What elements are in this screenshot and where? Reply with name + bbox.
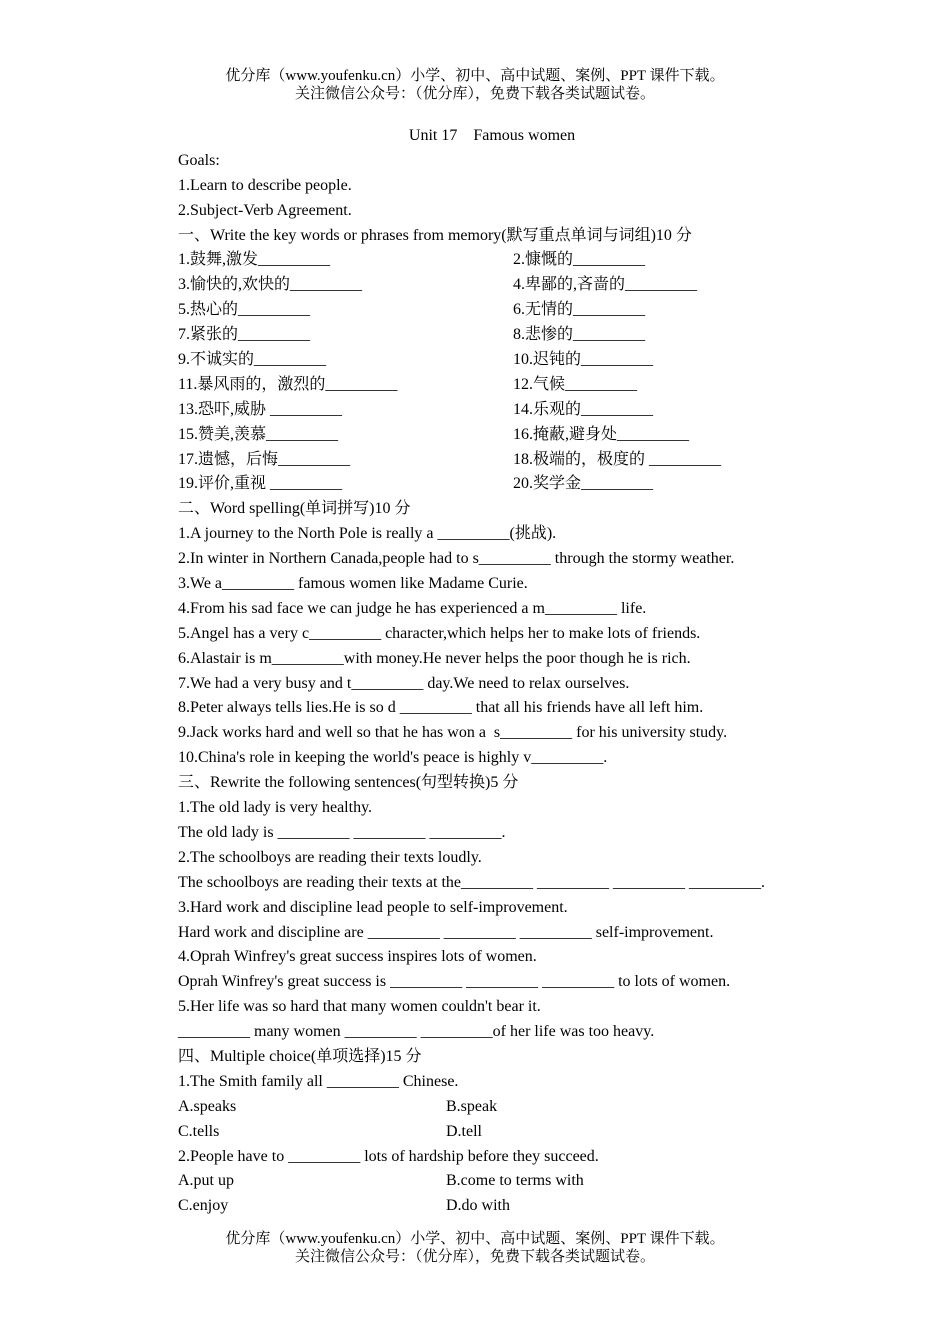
vocab-item: 2.慷慨的_________ <box>513 251 646 269</box>
spelling-item: 10.China's role in keeping the world's peace is highly v_________. <box>178 749 608 767</box>
section-1-heading: 一、Write the key words or phrases from memory(默写重点单词与词组)10 分 <box>178 226 692 244</box>
rewrite-item: 5.Her life was so hard that many women couldn't bear it. <box>178 998 541 1016</box>
spelling-item: 1.A journey to the North Pole is really a _________(挑战). <box>178 525 557 543</box>
vocab-item: 8.悲惨的_________ <box>513 326 646 344</box>
vocab-item: 6.无情的_________ <box>513 301 646 319</box>
page-title: Unit 17 Famous women <box>408 127 576 144</box>
vocab-item: 12.气候_________ <box>513 375 638 393</box>
vocab-row <box>178 248 878 273</box>
vocab-row <box>178 298 878 323</box>
spelling-item: 8.Peter always tells lies.He is so d _________ that all his friends have all left him. <box>178 699 704 717</box>
page-footer <box>0 1230 950 1266</box>
vocab-row <box>178 373 878 398</box>
rewrite-item: 1.The old lady is very healthy. <box>178 799 373 817</box>
spelling-item: 4.From his sad face we can judge he has experienced a m_________ life. <box>178 599 647 617</box>
question-stem: 1.The Smith family all _________ Chinese. <box>178 1072 459 1090</box>
vocab-item: 11.暴风雨的，激烈的_________ <box>178 375 398 393</box>
vocab-item: 16.掩蔽,避身处_________ <box>513 425 690 443</box>
spelling-item: 6.Alastair is m_________with money.He never helps the poor though he is rich. <box>178 649 691 667</box>
vocab-item: 7.紧张的_________ <box>178 326 311 344</box>
spelling-item: 7.We had a very busy and t_________ day.We need to relax ourselves. <box>178 674 630 692</box>
vocab-row <box>178 273 878 298</box>
header-line-2: 关注微信公众号：（优分库），免费下载各类试题试卷。 <box>294 86 655 102</box>
vocab-item: 1.鼓舞,激发_________ <box>178 251 331 269</box>
vocab-row <box>178 348 878 373</box>
spelling-item: 2.In winter in Northern Canada,people had to s_________ through the stormy weather. <box>178 550 735 568</box>
vocab-row <box>178 448 878 473</box>
vocab-item: 9.不诚实的_________ <box>178 351 327 369</box>
option-row <box>178 1120 878 1145</box>
section-3-heading: 三、Rewrite the following sentences(句型转换)5 分 <box>178 774 519 792</box>
footer-line-2: 关注微信公众号：（优分库），免费下载各类试题试卷。 <box>294 1249 655 1265</box>
option: A.put up <box>178 1172 234 1190</box>
option: C.tells <box>178 1122 220 1140</box>
page-header <box>0 67 950 103</box>
spelling-item: 9.Jack works hard and well so that he has won a s_________ for his university study. <box>178 724 728 742</box>
option-row <box>178 1169 878 1194</box>
option: D.tell <box>446 1122 482 1140</box>
goals-heading: Goals: <box>178 151 220 169</box>
vocab-item: 17.遗憾，后悔_________ <box>178 450 351 468</box>
vocab-row <box>178 423 878 448</box>
goal-item: 1.Learn to describe people. <box>178 176 352 194</box>
vocab-row <box>178 472 878 497</box>
option: D.do with <box>446 1197 510 1215</box>
vocab-item: 15.赞美,羡慕_________ <box>178 425 339 443</box>
rewrite-item: 2.The schoolboys are reading their texts loudly. <box>178 848 482 866</box>
vocab-item: 5.热心的_________ <box>178 301 311 319</box>
vocab-item: 18.极端的，极度的 _________ <box>513 450 722 468</box>
rewrite-item: The old lady is _________ _________ _________. <box>178 823 506 841</box>
header-line-1: 优分库（www.youfenku.cn）小学、初中、高中试题、案例、PPT 课件下载。 <box>225 68 725 84</box>
rewrite-item: Oprah Winfrey's great success is _________ _________ _________ to lots of women. <box>178 973 731 991</box>
vocab-item: 19.评价,重视 _________ <box>178 475 343 493</box>
section-4-heading: 四、Multiple choice(单项选择)15 分 <box>178 1047 422 1065</box>
option-row <box>178 1095 878 1120</box>
vocab-item: 13.恐吓,威胁 _________ <box>178 400 343 418</box>
option: A.speaks <box>178 1097 237 1115</box>
vocab-item: 20.奖学金_________ <box>513 475 654 493</box>
section-2-heading: 二、Word spelling(单词拼写)10 分 <box>178 500 411 518</box>
footer-line-1: 优分库（www.youfenku.cn）小学、初中、高中试题、案例、PPT 课件下载。 <box>225 1231 725 1247</box>
rewrite-item: _________ many women _________ _________of her life was too heavy. <box>178 1023 655 1041</box>
goal-item: 2.Subject-Verb Agreement. <box>178 201 352 219</box>
spelling-item: 3.We a_________ famous women like Madame Curie. <box>178 575 528 593</box>
vocab-item: 4.卑鄙的,吝啬的_________ <box>513 276 698 294</box>
vocab-row <box>178 398 878 423</box>
rewrite-item: The schoolboys are reading their texts at the_________ _________ _________ _________. <box>178 873 766 891</box>
option: C.enjoy <box>178 1197 229 1215</box>
vocab-item: 14.乐观的_________ <box>513 400 654 418</box>
question-stem: 2.People have to _________ lots of hardship before they succeed. <box>178 1147 599 1165</box>
vocab-item: 10.迟钝的_________ <box>513 351 654 369</box>
worksheet-body <box>178 124 878 1219</box>
rewrite-item: 3.Hard work and discipline lead people to self-improvement. <box>178 898 568 916</box>
option: B.speak <box>446 1097 498 1115</box>
option-row <box>178 1194 878 1219</box>
spelling-item: 5.Angel has a very c_________ character,which helps her to make lots of friends. <box>178 624 701 642</box>
rewrite-item: Hard work and discipline are _________ _________ _________ self-improvement. <box>178 923 714 941</box>
vocab-item: 3.愉快的,欢快的_________ <box>178 276 363 294</box>
rewrite-item: 4.Oprah Winfrey's great success inspires lots of women. <box>178 948 537 966</box>
vocab-row <box>178 323 878 348</box>
option: B.come to terms with <box>446 1172 584 1190</box>
